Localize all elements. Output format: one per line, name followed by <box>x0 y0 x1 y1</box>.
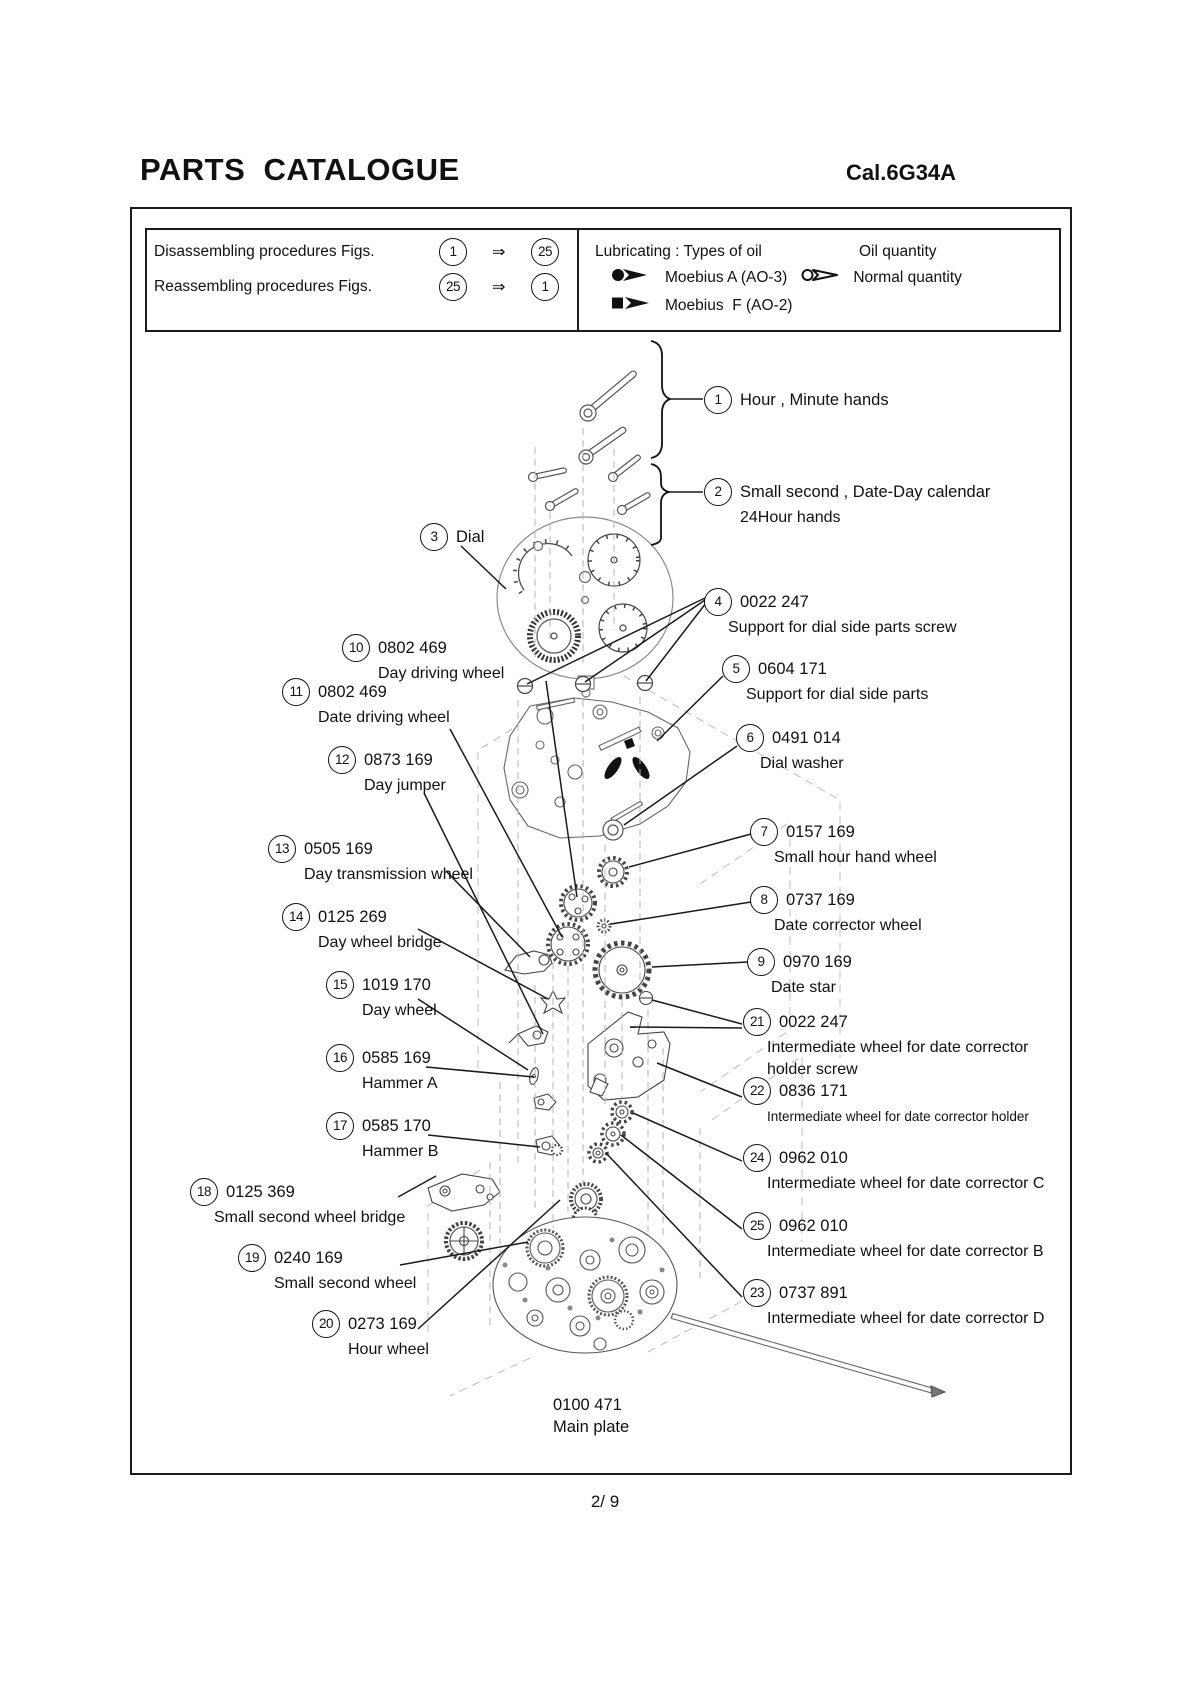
callout-int-wheel-b: 25 0962 010 Intermediate wheel for date corrector B <box>743 1212 1044 1262</box>
oil-moebius-f-label: Moebius F (AO-2) <box>665 296 793 314</box>
main-plate-code: 0100 471 <box>553 1396 622 1414</box>
callout-9-number: 9 <box>747 948 775 976</box>
callout-11-number: 11 <box>282 678 310 706</box>
callout-15-number: 15 <box>326 971 354 999</box>
callout-date-corrector-wheel: 8 0737 169 Date corrector wheel <box>750 886 922 936</box>
callout-22-number: 22 <box>743 1077 771 1105</box>
callout-int-wheel-d: 23 0737 891 Intermediate wheel for date corrector D <box>743 1279 1044 1329</box>
callout-20-number: 20 <box>312 1310 340 1338</box>
callout-hour-minute-hands: 1 Hour , Minute hands <box>704 386 889 414</box>
disassembling-to-badge: 25 <box>531 238 559 266</box>
callout-int-wheel-holder-screw: 21 0022 247 Intermediate wheel for date corrector holder screw <box>743 1008 1028 1080</box>
callout-day-wheel-bridge: 14 0125 269 Day wheel bridge <box>282 903 442 953</box>
callout-day-wheel: 15 1019 170 Day wheel <box>326 971 437 1021</box>
callout-14-number: 14 <box>282 903 310 931</box>
calibre-number: Cal.6G34A <box>846 160 957 185</box>
oil-quantity-label: Oil quantity <box>859 243 937 260</box>
callout-21-number: 21 <box>743 1008 771 1036</box>
callout-date-star: 9 0970 169 Date star <box>747 948 852 998</box>
dial-washer-drawing <box>603 820 623 840</box>
callout-support: 5 0604 171 Support for dial side parts <box>722 655 928 705</box>
reassembling-from-badge: 25 <box>439 273 467 301</box>
callout-8-number: 8 <box>750 886 778 914</box>
callout-16-number: 16 <box>326 1044 354 1072</box>
callout-13-number: 13 <box>268 835 296 863</box>
callout-4-number: 4 <box>704 588 732 616</box>
callout-1-number: 1 <box>704 386 732 414</box>
callout-6-number: 6 <box>736 724 764 752</box>
callout-2-number: 2 <box>704 478 732 506</box>
main-plate-label <box>553 1394 629 1438</box>
callout-17-number: 17 <box>326 1112 354 1140</box>
callout-hour-wheel: 20 0273 169 Hour wheel <box>312 1310 429 1360</box>
callout-small-hands: 2 Small second , Date-Day calendar 24Hour hands <box>704 478 990 528</box>
reassembling-label: Reassembling procedures Figs. <box>154 278 372 295</box>
callout-10-number: 10 <box>342 634 370 662</box>
arrow-right-icon: ⇒ <box>492 279 506 296</box>
callout-day-driving-wheel: 10 0802 469 Day driving wheel <box>342 634 504 684</box>
support-plate-drawing <box>504 698 690 838</box>
gear-cascade-drawing <box>428 858 670 1259</box>
page-title: PARTS CATALOGUE <box>140 152 460 187</box>
callout-5-number: 5 <box>722 655 750 683</box>
callout-small-second-wheel: 19 0240 169 Small second wheel <box>238 1244 416 1294</box>
callout-dial: 3 Dial <box>420 523 484 551</box>
callout-19-number: 19 <box>238 1244 266 1272</box>
disassembling-from-badge: 1 <box>439 238 467 266</box>
callout-hammer-a: 16 0585 169 Hammer A <box>326 1044 438 1094</box>
reassembling-to-badge: 1 <box>531 273 559 301</box>
callout-date-driving-wheel: 11 0802 469 Date driving wheel <box>282 678 450 728</box>
callout-small-second-wheel-bridge: 18 0125 369 Small second wheel bridge <box>190 1178 405 1228</box>
brace-small-hands <box>651 464 669 545</box>
callout-18-number: 18 <box>190 1178 218 1206</box>
callout-day-transmission-wheel: 13 0505 169 Day transmission wheel <box>268 835 473 885</box>
callout-7-number: 7 <box>750 818 778 846</box>
callout-25-number: 25 <box>743 1212 771 1240</box>
oil-moebius-a-label: Moebius A (AO-3) <box>665 268 788 286</box>
hands-drawing <box>529 370 651 515</box>
callout-12-number: 12 <box>328 746 356 774</box>
normal-quantity-label: Normal quantity <box>853 268 962 286</box>
disassembling-label: Disassembling procedures Figs. <box>154 243 375 260</box>
page-number: 2/ 9 <box>590 1492 620 1511</box>
lubricating-title: Lubricating : Types of oil <box>595 243 762 260</box>
callout-int-wheel-holder: 22 0836 171 Intermediate wheel for date corrector holder <box>743 1077 1029 1127</box>
callout-24-number: 24 <box>743 1144 771 1172</box>
main-plate-name: Main plate <box>553 1418 630 1436</box>
callout-hammer-b: 17 0585 170 Hammer B <box>326 1112 438 1162</box>
callout-3-number: 3 <box>420 523 448 551</box>
callout-day-jumper: 12 0873 169 Day jumper <box>328 746 446 796</box>
brace-hour-minute-hands <box>651 341 670 458</box>
callout-support-screw: 4 0022 247 Support for dial side parts screw <box>704 588 957 638</box>
dial-drawing <box>497 517 673 697</box>
arrow-right-icon: ⇒ <box>492 244 506 261</box>
callout-int-wheel-c: 24 0962 010 Intermediate wheel for date corrector C <box>743 1144 1044 1194</box>
callout-dial-washer: 6 0491 014 Dial washer <box>736 724 844 774</box>
callout-small-hour-hand-wheel: 7 0157 169 Small hour hand wheel <box>750 818 937 868</box>
callout-23-number: 23 <box>743 1279 771 1307</box>
